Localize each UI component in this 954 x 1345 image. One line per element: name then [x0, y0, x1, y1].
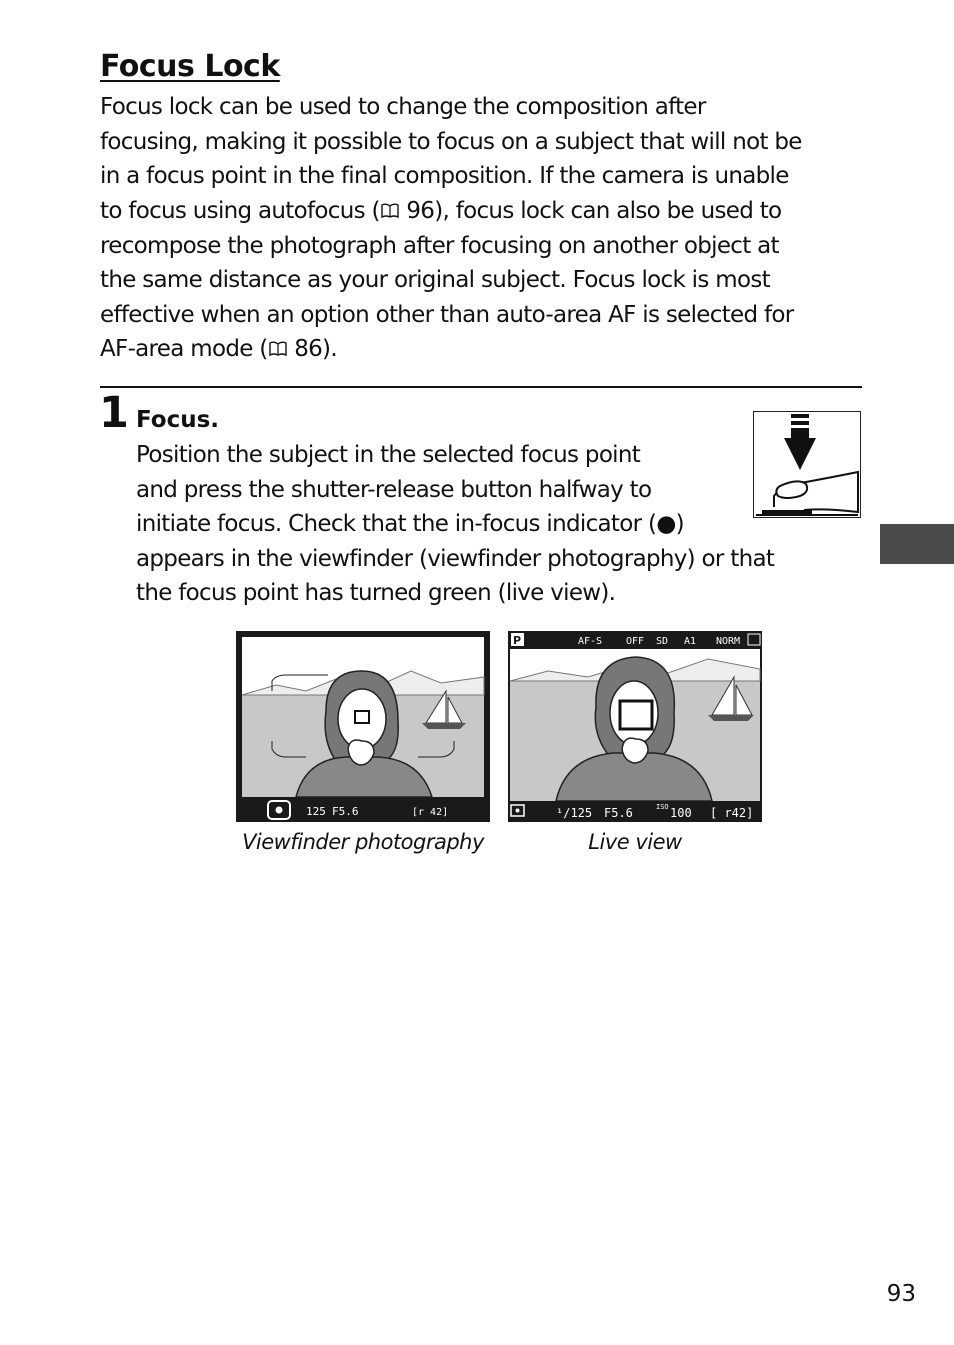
page-number: 93	[886, 1281, 916, 1307]
live-view-frames-remaining: [ r42]	[710, 806, 754, 820]
live-view-status-item: OFF	[626, 636, 645, 647]
book-icon	[268, 341, 288, 357]
live-view-status-item: SD	[656, 636, 669, 647]
step-line: appears in the viewfinder (viewfinder photography) or that	[136, 546, 775, 572]
live-view-status-item: AF-S	[578, 636, 603, 647]
paragraph-line: effective when an option other than auto-area AF is selected for	[100, 302, 794, 328]
step-line: Position the subject in the selected focus point	[136, 442, 641, 468]
viewfinder-frames-remaining: [r 42]	[412, 807, 449, 818]
step-divider	[100, 386, 862, 388]
live-view-aperture: F5.6	[604, 806, 633, 820]
step-number: 1	[99, 388, 129, 438]
live-view-iso: 100	[670, 806, 692, 820]
paragraph-line: to focus using autofocus ( 96), focus lock can also be used to	[100, 198, 782, 224]
chapter-tab-marker	[880, 524, 954, 564]
book-icon	[380, 203, 400, 219]
step-line: the focus point has turned green (live view).	[136, 580, 616, 606]
paragraph-line: Focus lock can be used to change the composition after	[100, 94, 706, 120]
paragraph-line: AF-area mode ( 86).	[100, 336, 337, 362]
live-view-mode: P	[513, 634, 522, 647]
viewfinder-caption: Viewfinder photography	[242, 830, 484, 854]
step-title: Focus.	[136, 407, 220, 433]
paragraph-line: in a focus point in the final composition. If the camera is unable	[100, 163, 789, 189]
section-heading: Focus Lock	[100, 49, 280, 84]
paragraph-line: the same distance as your original subject. Focus lock is most	[100, 267, 770, 293]
step-line: initiate focus. Check that the in-focus indicator (●)	[136, 511, 684, 537]
paragraph-line: focusing, making it possible to focus on a subject that will not be	[100, 129, 802, 155]
live-view-caption: Live view	[588, 830, 682, 854]
step-line: and press the shutter-release button halfway to	[136, 477, 652, 503]
live-view-illustration	[508, 631, 762, 822]
viewfinder-aperture: F5.6	[332, 805, 359, 818]
live-view-status-item: NORM	[716, 636, 741, 647]
viewfinder-illustration	[236, 631, 490, 822]
live-view-shutter-speed: ¹/125	[556, 806, 593, 820]
live-view-status-item: A1	[684, 636, 697, 647]
viewfinder-shutter-speed: 125	[306, 805, 326, 818]
paragraph-line: recompose the photograph after focusing on another object at	[100, 233, 779, 259]
live-view-iso-label: ISO	[656, 803, 669, 811]
shutter-press-icon	[753, 411, 861, 518]
